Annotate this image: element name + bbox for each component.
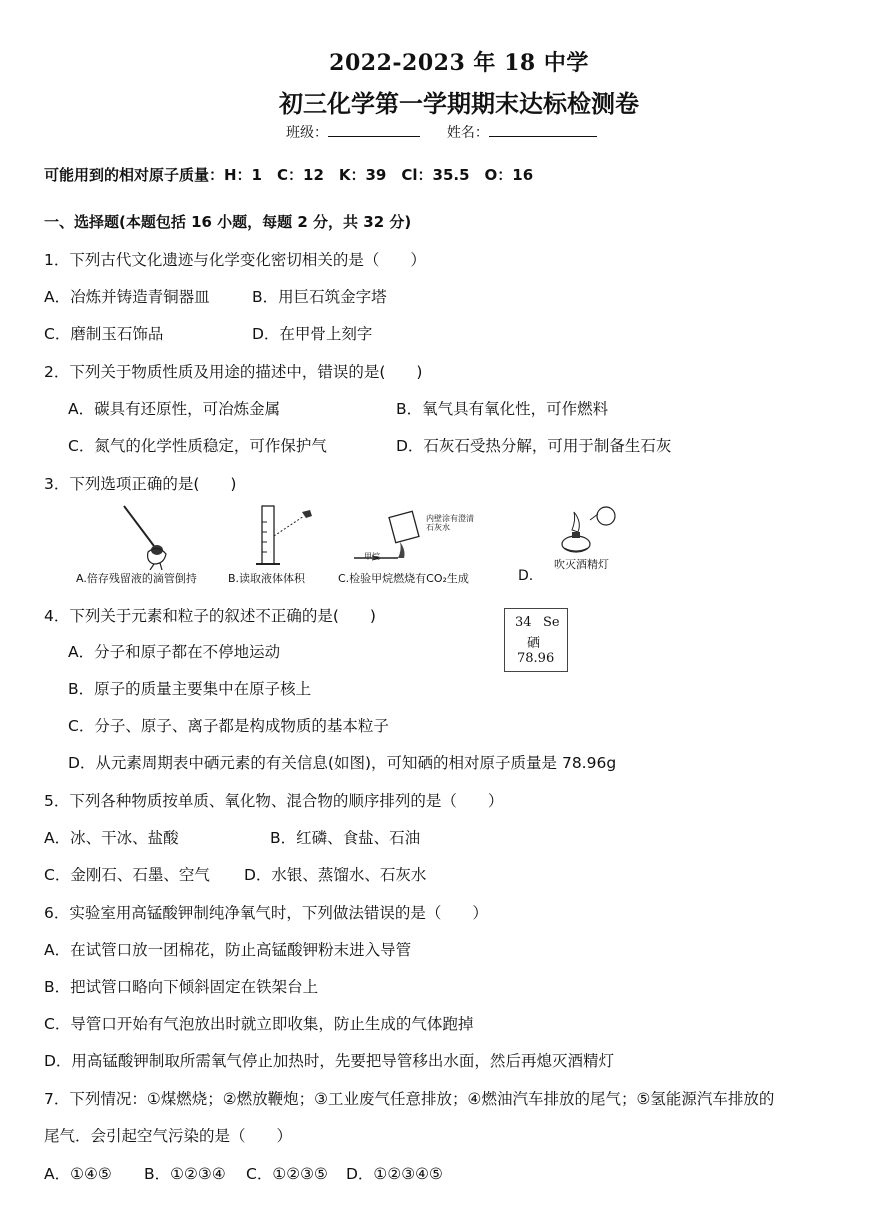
class-label: 班级： — [286, 125, 328, 141]
selenium-element-card — [504, 608, 568, 672]
q7-stem-line1: 7．下列情况：①煤燃烧；②燃放鞭炮；③工业废气任意排放；④燃油汽车排放的尾气；⑤氢能源汽车排放的 — [44, 1090, 775, 1108]
q4-option-d: D．从元素周期表中硒元素的有关信息(如图)，可知硒的相对原子质量是 78.96g — [68, 754, 617, 772]
q2-stem: 2．下列关于物质性质及用途的描述中，错误的是( ) — [44, 363, 423, 381]
q4-option-b: B．原子的质量主要集中在原子核上 — [68, 680, 312, 698]
q6-option-a: A．在试管口放一团棉花，防止高锰酸钾粉末进入导管 — [44, 941, 412, 959]
q7-option-d: D．①②③④⑤ — [346, 1165, 443, 1183]
exam-title-line2: 初三化学第一学期期末达标检测卷 — [279, 90, 639, 118]
q5-option-a: A．冰、干冰、盐酸 — [44, 829, 179, 847]
q2-option-c: C．氮气的化学性质稳定，可作保护气 — [68, 437, 327, 455]
element-symbol: Se — [543, 615, 560, 630]
q1-option-b: B．用巨石筑金字塔 — [252, 288, 387, 306]
q5-stem: 5．下列各种物质按单质、氧化物、混合物的顺序排列的是（ ） — [44, 792, 504, 810]
q5-option-c: C．金刚石、石墨、空气 — [44, 866, 210, 884]
q7-stem-line2: 尾气．会引起空气污染的是（ ） — [44, 1127, 293, 1145]
q6-option-c: C．导管口开始有气泡放出时就立即收集，防止生成的气体跑掉 — [44, 1015, 474, 1033]
q7-option-c: C．①②③⑤ — [246, 1165, 328, 1183]
q2-option-a: A．碳具有还原性，可冶炼金属 — [68, 400, 281, 418]
dropper-figure — [110, 502, 190, 570]
q3-caption-d: 吹灭酒精灯 — [554, 558, 609, 571]
q1-option-a: A．冶炼并铸造青铜器皿 — [44, 288, 210, 306]
q1-stem: 1．下列古代文化遗迹与化学变化密切相关的是（ ） — [44, 251, 426, 269]
q4-option-a: A．分子和原子都在不停地运动 — [68, 643, 281, 661]
alcohol-lamp-figure — [554, 502, 624, 560]
element-mass: 78.96 — [517, 651, 555, 666]
q1-option-d: D．在甲骨上刻字 — [252, 325, 373, 343]
q3-c-gas: 甲烷 — [364, 552, 380, 561]
name-label: 姓名： — [446, 125, 489, 141]
q4-stem: 4．下列关于元素和粒子的叙述不正确的是( ) — [44, 607, 376, 625]
atomic-masses: 可能用到的相对原子质量：H：1 C：12 K：39 Cl：35.5 O：16 — [44, 166, 534, 184]
q4-option-c: C．分子、原子、离子都是构成物质的基本粒子 — [68, 717, 389, 735]
exam-title-line1: 2022-2023 年 18 中学 — [329, 50, 589, 76]
q2-option-d: D．石灰石受热分解，可用于制备生石灰 — [396, 437, 672, 455]
q5-option-b: B．红磷、食盐、石油 — [270, 829, 421, 847]
graduated-cylinder-figure — [252, 502, 324, 570]
name-blank — [489, 122, 597, 137]
element-number: 34 — [515, 615, 532, 630]
q3-caption-a: A.倍存残留液的滴管倒持 — [76, 572, 197, 585]
class-blank — [328, 122, 420, 137]
q3-c-note: 内壁涂有澄清石灰水 — [426, 514, 474, 532]
q6-stem: 6．实验室用高锰酸钾制纯净氧气时，下列做法错误的是（ ） — [44, 904, 488, 922]
student-info-line — [286, 122, 597, 142]
q6-option-d: D．用高锰酸钾制取所需氧气停止加热时，先要把导管移出水面，然后再熄灭酒精灯 — [44, 1052, 614, 1070]
section-heading: 一、选择题(本题包括 16 小题，每题 2 分，共 32 分) — [44, 213, 412, 231]
q3-caption-c: C.检验甲烷燃烧有CO₂生成 — [338, 572, 469, 585]
q3-stem: 3．下列选项正确的是( ) — [44, 475, 237, 493]
element-name: 硒 — [527, 636, 541, 651]
q3-caption-b: B.读取液体体积 — [228, 572, 306, 585]
q5-option-d: D．水银、蒸馏水、石灰水 — [244, 866, 427, 884]
q7-option-b: B．①②③④ — [144, 1165, 226, 1183]
q3-option-d-label: D. — [518, 568, 534, 584]
q2-option-b: B．氧气具有氧化性，可作燃料 — [396, 400, 609, 418]
q6-option-b: B．把试管口略向下倾斜固定在铁架台上 — [44, 978, 319, 996]
q1-option-c: C．磨制玉石饰品 — [44, 325, 164, 343]
q7-option-a: A．①④⑤ — [44, 1165, 112, 1183]
